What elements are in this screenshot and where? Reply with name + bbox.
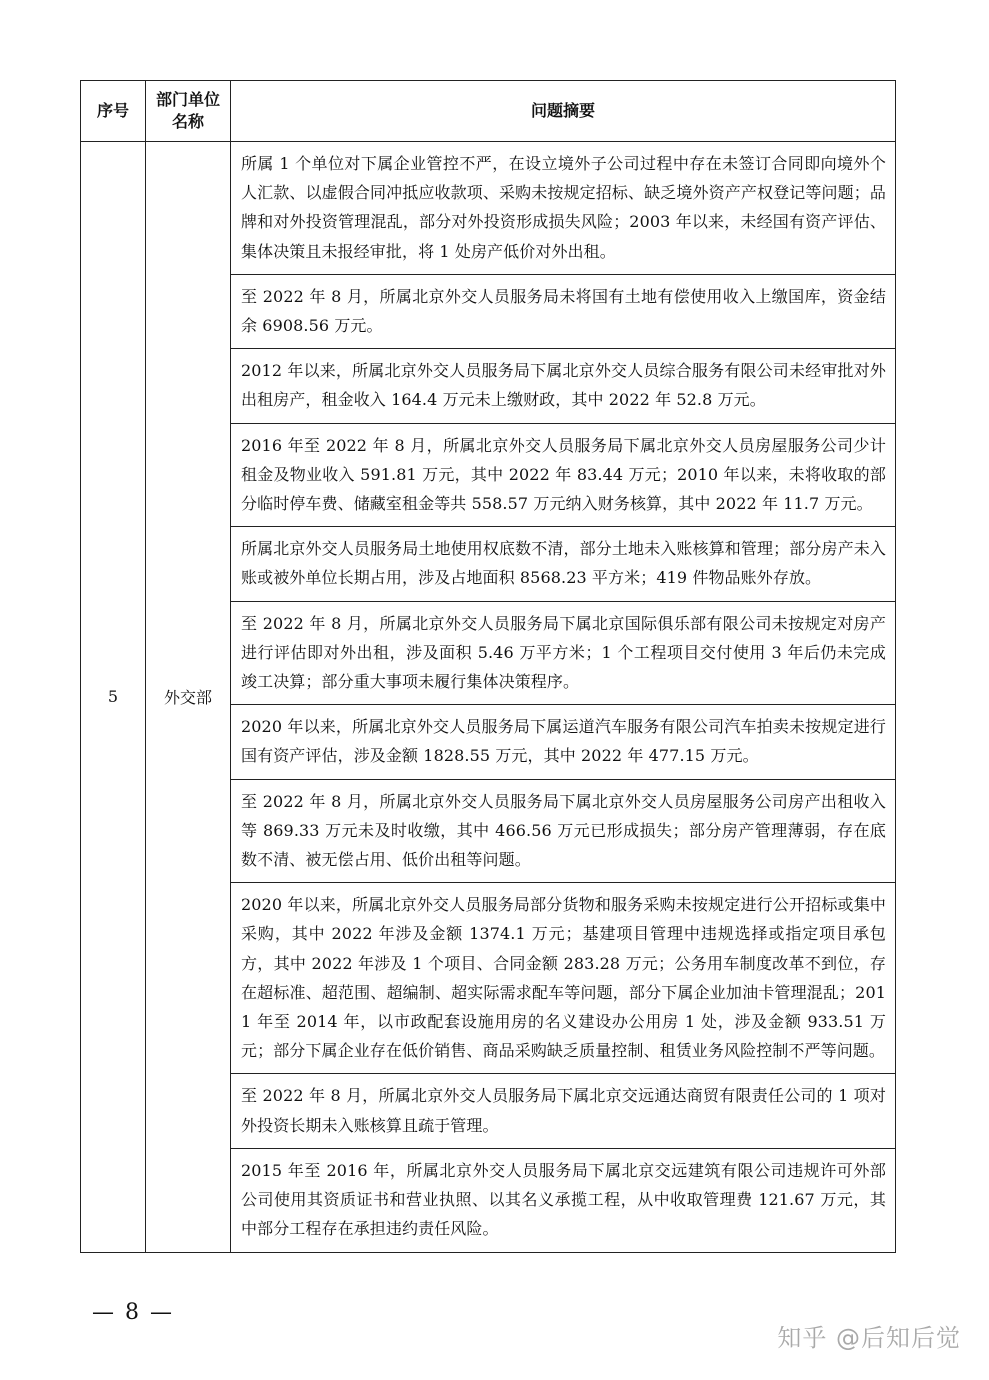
- table-row: [81, 142, 896, 275]
- header-seq: 序号: [81, 81, 146, 142]
- watermark: 知乎 @后知后觉: [777, 1324, 961, 1352]
- summary-cell: 2016 年至 2022 年 8 月，所属北京外交人员服务局下属北京外交人员房屋服务公司少计租金及物业收入 591.81 万元，其中 2022 年 83.44 万元；2010 年以来，未将收取的部分临时停车费、储藏室租金等共 558.57 万元纳入财务核算，其中 2022 年 11.7 万元。: [231, 423, 896, 527]
- summary-cell: 至 2022 年 8 月，所属北京外交人员服务局下属北京国际俱乐部有限公司未按规定对房产进行评估即对外出租，涉及面积 5.46 万平方米；1 个工程项目交付使用 3 年后仍未完成竣工决算；部分重大事项未履行集体决策程序。: [231, 601, 896, 705]
- page-number: — 8 —: [92, 1300, 174, 1325]
- summary-cell: 2012 年以来，所属北京外交人员服务局下属北京外交人员综合服务有限公司未经审批对外出租房产，租金收入 164.4 万元未上缴财政，其中 2022 年 52.8 万元。: [231, 349, 896, 423]
- summary-cell: 所属北京外交人员服务局土地使用权底数不清，部分土地未入账核算和管理；部分房产未入账或被外单位长期占用，涉及占地面积 8568.23 平方米；419 件物品账外存放。: [231, 527, 896, 601]
- summary-cell: 2020 年以来，所属北京外交人员服务局部分货物和服务采购未按规定进行公开招标或集中采购，其中 2022 年涉及金额 1374.1 万元；基建项目管理中违规选择或指定项目承包方，其中 2022 年涉及 1 个项目、合同金额 283.28 万元；公务用车制度改革不到位，存在超标准、超范围、超编制、超实际需求配车等问题，部分下属企业加油卡管理混乱；2011 年至 2014 年，以市政配套设施用房的名义建设办公用房 1 处，涉及金额 933.51 万元；部分下属企业存在低价销售、商品采购缺乏质量控制、租赁业务风险控制不严等问题。: [231, 883, 896, 1074]
- summary-cell: 所属 1 个单位对下属企业管控不严，在设立境外子公司过程中存在未签订合同即向境外个人汇款、以虚假合同冲抵应收款项、采购未按规定招标、缺乏境外资产产权登记等问题；品牌和对外投资管理混乱，部分对外投资形成损失风险；2003 年以来，未经国有资产评估、集体决策且未报经审批，将 1 处房产低价对外出租。: [231, 142, 896, 275]
- audit-issues-table: [80, 80, 896, 1253]
- summary-cell: 至 2022 年 8 月，所属北京外交人员服务局未将国有土地有偿使用收入上缴国库，资金结余 6908.56 万元。: [231, 274, 896, 348]
- summary-cell: 至 2022 年 8 月，所属北京外交人员服务局下属北京交远通达商贸有限责任公司的 1 项对外投资长期未入账核算且疏于管理。: [231, 1074, 896, 1148]
- dept-cell: 外交部: [146, 142, 231, 1253]
- header-dept-line2: 名称: [171, 112, 204, 131]
- table-header-row: [81, 81, 896, 142]
- summary-cell: 至 2022 年 8 月，所属北京外交人员服务局下属北京外交人员房屋服务公司房产出租收入等 869.33 万元未及时收缴，其中 466.56 万元已形成损失；部分房产管理薄弱，存在底数不清、被无偿占用、低价出租等问题。: [231, 779, 896, 883]
- header-dept-line1: 部门单位: [155, 90, 220, 109]
- seq-cell: 5: [81, 142, 146, 1253]
- header-dept: [146, 81, 231, 142]
- header-summary: 问题摘要: [231, 81, 896, 142]
- summary-cell: 2015 年至 2016 年，所属北京外交人员服务局下属北京交远建筑有限公司违规许可外部公司使用其资质证书和营业执照、以其名义承揽工程，从中收取管理费 121.67 万元，其中部分工程存在承担违约责任风险。: [231, 1148, 896, 1252]
- summary-cell: 2020 年以来，所属北京外交人员服务局下属运道汽车服务有限公司汽车拍卖未按规定进行国有资产评估，涉及金额 1828.55 万元，其中 2022 年 477.15 万元。: [231, 705, 896, 779]
